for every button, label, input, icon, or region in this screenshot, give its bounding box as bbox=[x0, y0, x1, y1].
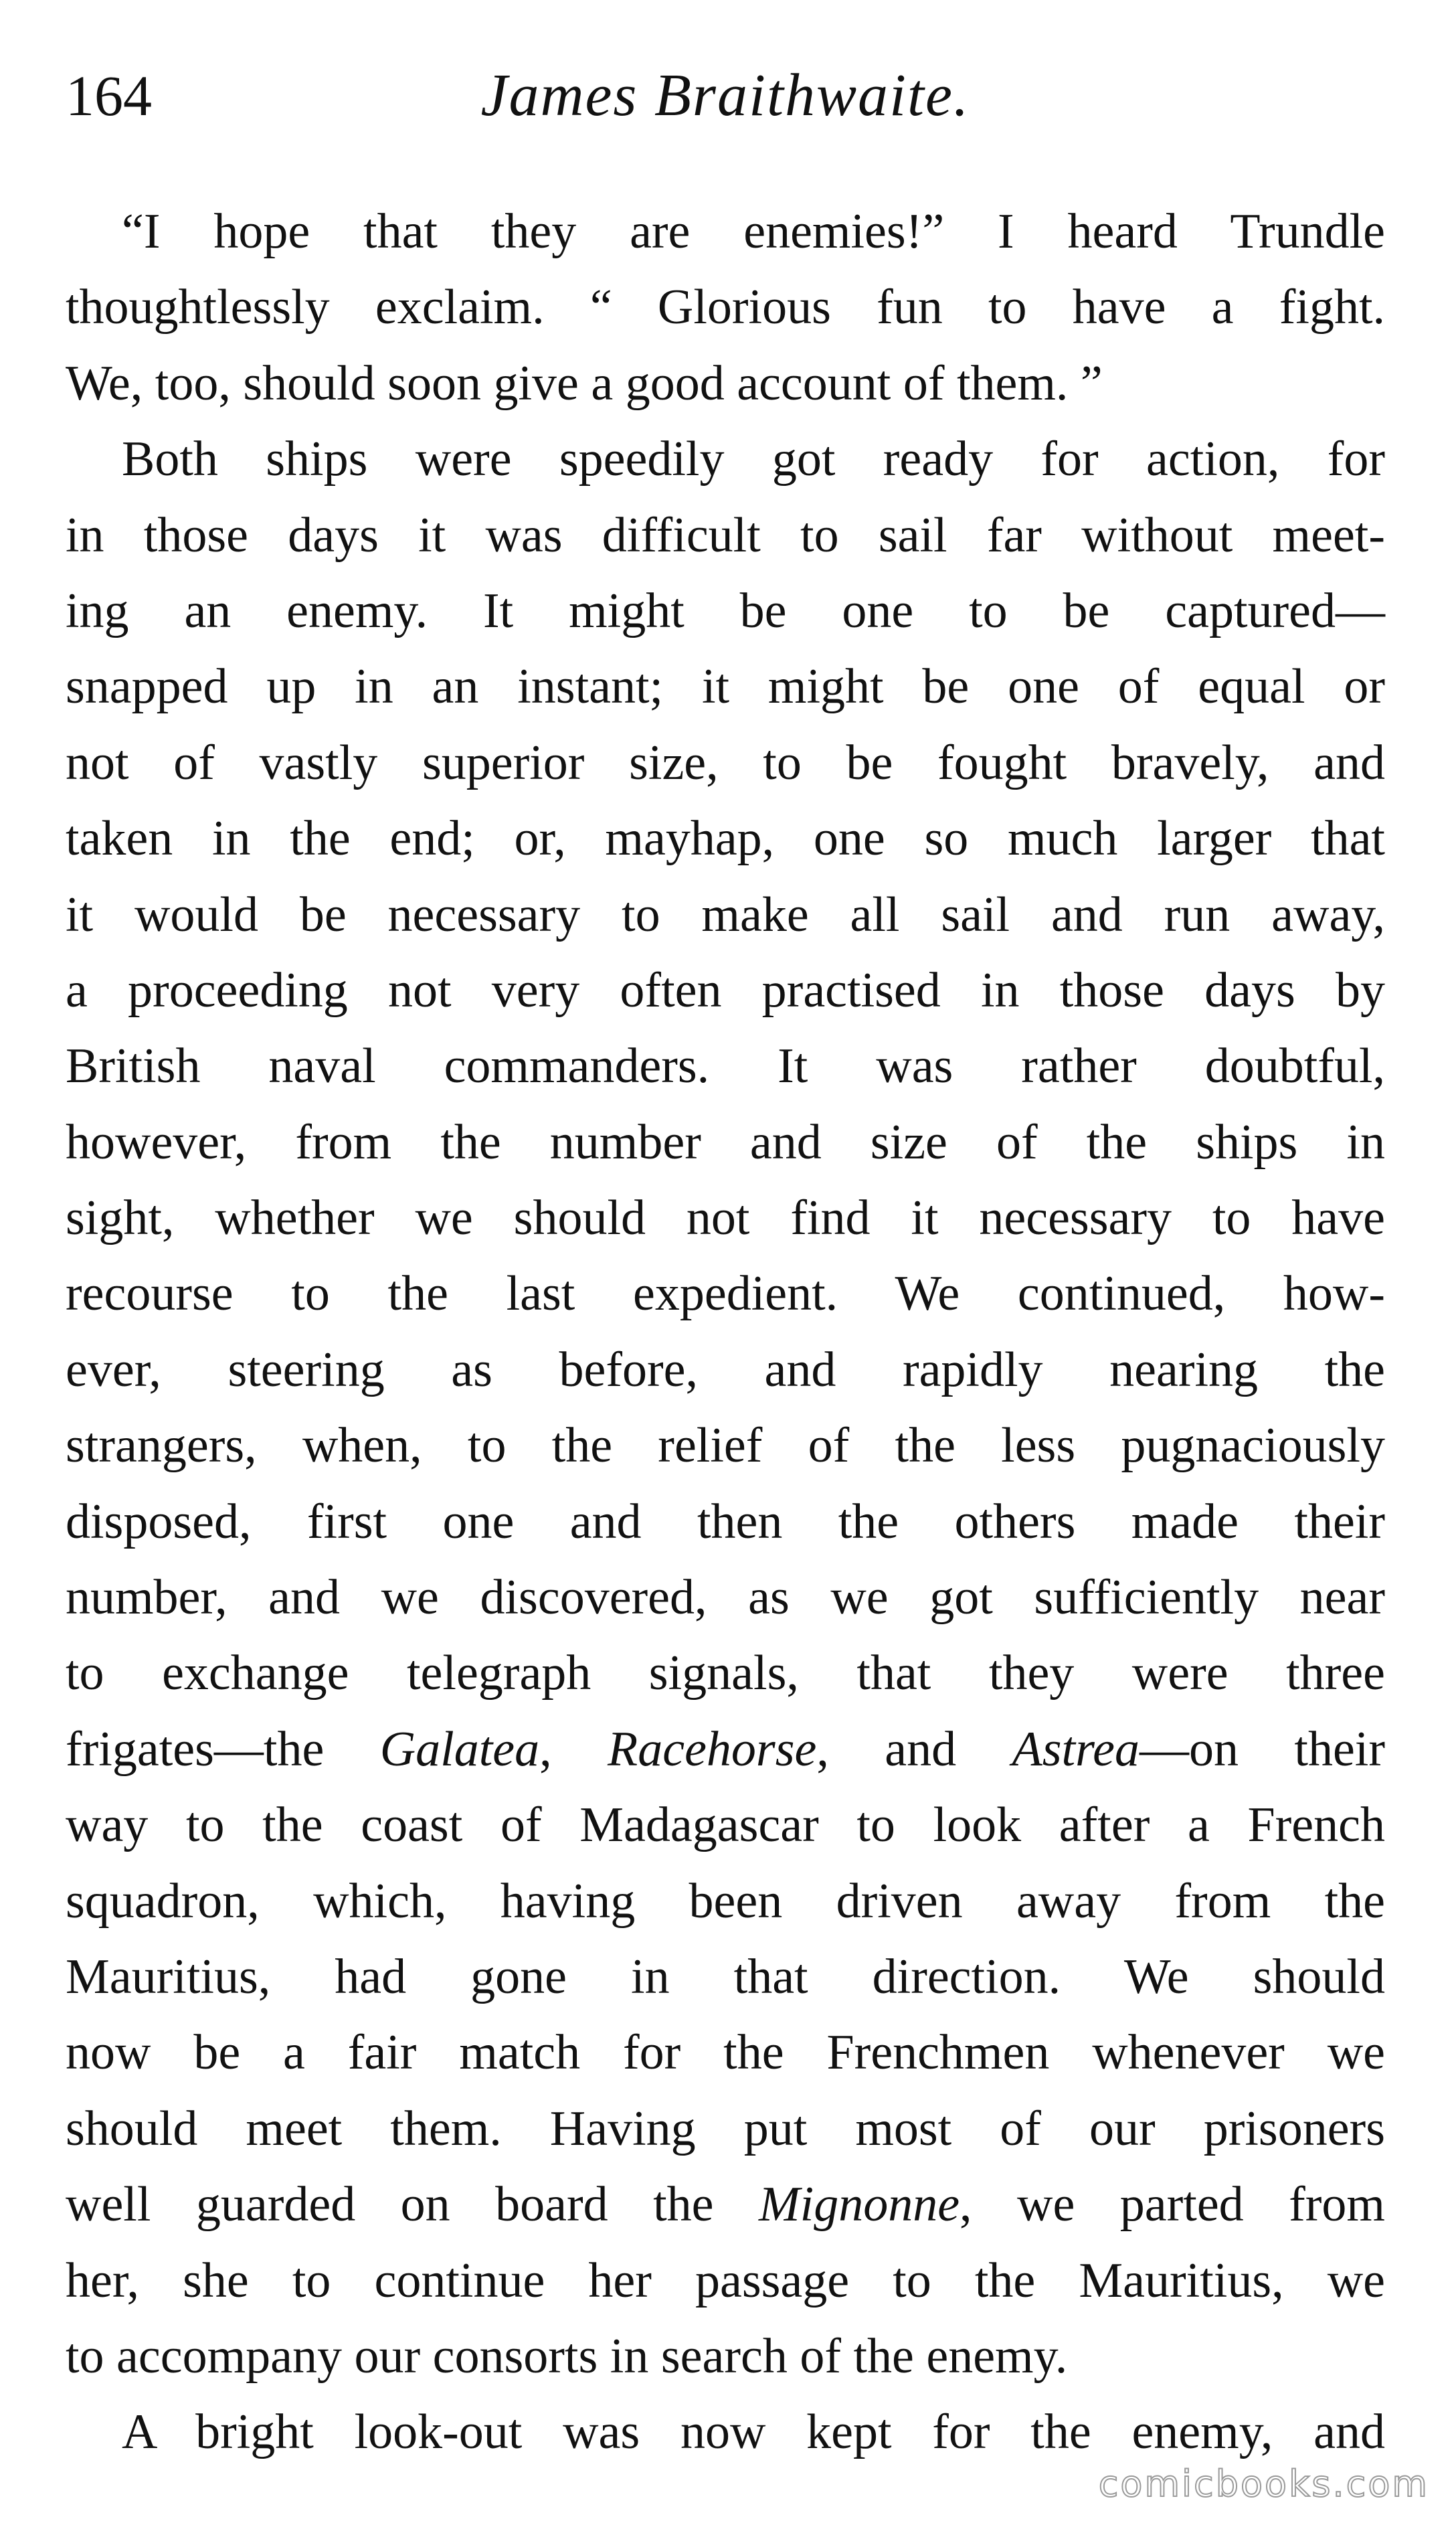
italic-ship-name: Astrea bbox=[1012, 1721, 1140, 1777]
text-line: now be a fair match for the Frenchmen whenever we bbox=[66, 2025, 1385, 2081]
text-line: to accompany our consorts in search of the enemy. bbox=[66, 2328, 1068, 2384]
text-line: Both ships were speedily got ready for action, for bbox=[122, 432, 1385, 487]
body-text bbox=[66, 194, 1385, 2471]
text-line: “I hope that they are enemies!” I heard Trundle bbox=[122, 204, 1385, 259]
text-line: however, from the number and size of the ships in bbox=[66, 1114, 1385, 1170]
text-line: way to the coast of Madagascar to look after a French bbox=[66, 1798, 1385, 1853]
text-line: it would be necessary to make all sail and run away, bbox=[66, 887, 1385, 942]
page-header bbox=[66, 59, 1385, 146]
text-segment: , we parted from bbox=[960, 2177, 1385, 2233]
text-line: ever, steering as before, and rapidly nearing the bbox=[66, 1342, 1385, 1397]
text-line: sight, whether we should not find it necessary to have bbox=[66, 1191, 1385, 1246]
text-line bbox=[66, 1712, 1385, 1788]
text-line: taken in the end; or, mayhap, one so much larger that bbox=[66, 811, 1385, 867]
text-line: We, too, should soon give a good account of them. ” bbox=[66, 355, 1103, 411]
text-line: disposed, first one and then the others made their bbox=[66, 1494, 1385, 1549]
text-line: a proceeding not very often practised in those days by bbox=[66, 962, 1385, 1018]
text-segment: , and bbox=[816, 1721, 1012, 1777]
text-line: British naval commanders. It was rather doubtful, bbox=[66, 1039, 1385, 1094]
running-title: James Braithwaite. bbox=[480, 62, 970, 128]
text-segment: frigates—the bbox=[66, 1721, 380, 1777]
text-line: strangers, when, to the relief of the less pugnaciously bbox=[66, 1418, 1385, 1474]
text-line: should meet them. Having put most of our prisoners bbox=[66, 2101, 1385, 2156]
text-line: ing an enemy. It might be one to be captured— bbox=[66, 583, 1385, 638]
text-line: A bright look-out was now kept for the enemy, and bbox=[122, 2405, 1385, 2460]
text-line: number, and we discovered, as we got sufficiently near bbox=[66, 1570, 1385, 1626]
text-line: in those days it was difficult to sail far without meet- bbox=[66, 507, 1385, 563]
text-line: not of vastly superior size, to be fought bravely, and bbox=[66, 735, 1385, 790]
watermark: comicbooks.com bbox=[1098, 2463, 1429, 2505]
text-segment: , bbox=[539, 1721, 608, 1777]
text-line: squadron, which, having been driven away from the bbox=[66, 1873, 1385, 1929]
italic-ship-name: Racehorse bbox=[608, 1721, 817, 1777]
text-line: snapped up in an instant; it might be one of equal or bbox=[66, 659, 1385, 715]
text-line: to exchange telegraph signals, that they were three bbox=[66, 1646, 1385, 1701]
italic-ship-name: Galatea bbox=[379, 1721, 540, 1777]
italic-ship-name: Mignonne bbox=[759, 2177, 960, 2233]
text-line: recourse to the last expedient. We continued, how- bbox=[66, 1266, 1385, 1322]
text-line: thoughtlessly exclaim. “ Glorious fun to have a fight. bbox=[66, 280, 1385, 335]
page-number: 164 bbox=[66, 64, 152, 128]
text-line: her, she to continue her passage to the Mauritius, we bbox=[66, 2253, 1385, 2308]
text-segment: well guarded on board the bbox=[66, 2177, 759, 2233]
text-line bbox=[66, 2167, 1385, 2243]
text-line: Mauritius, had gone in that direction. We should bbox=[66, 1949, 1385, 2004]
text-segment: —on their bbox=[1139, 1721, 1385, 1777]
